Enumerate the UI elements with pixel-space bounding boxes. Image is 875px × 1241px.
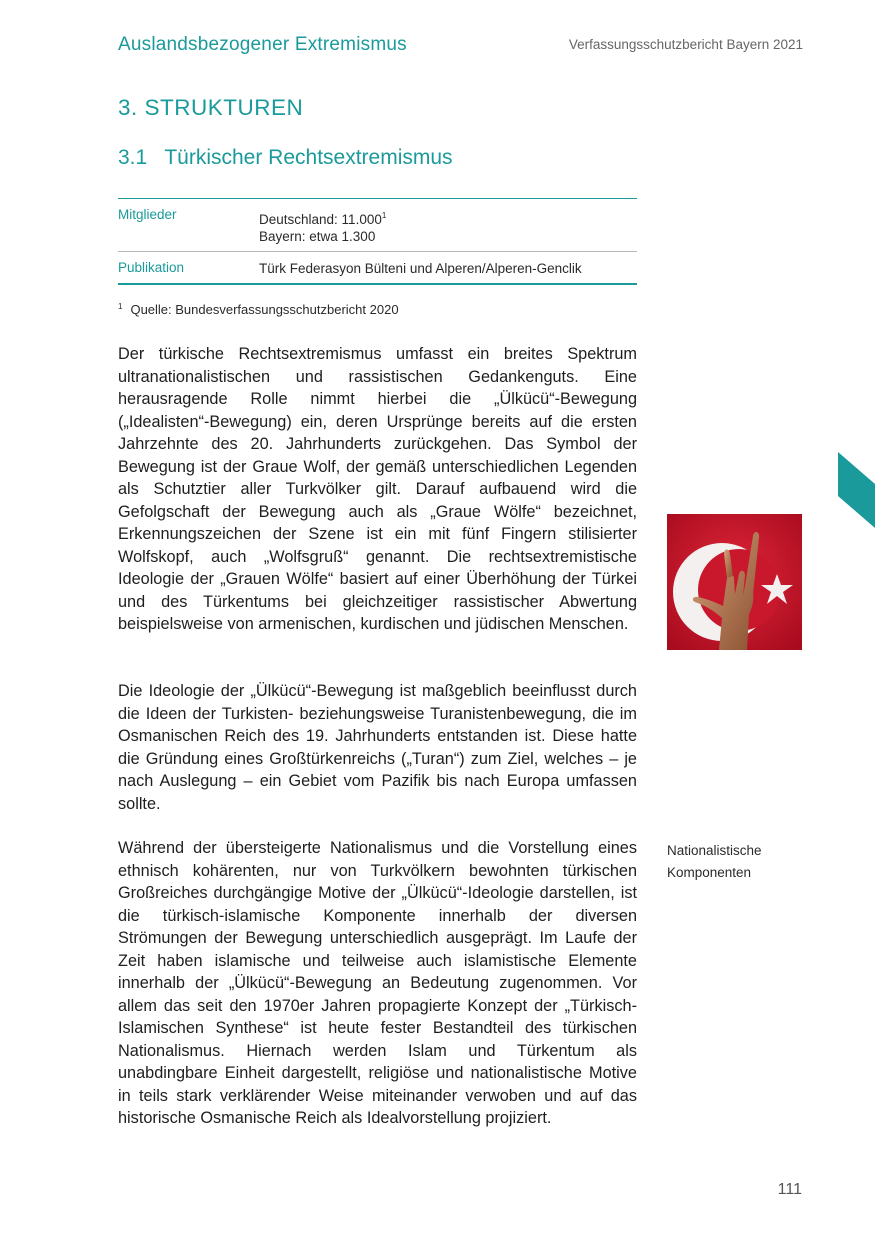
running-header-publication: Verfassungsschutzbericht Bayern 2021: [568, 37, 803, 52]
margin-note-line-1: Nationalistische: [667, 843, 762, 858]
chapter-tab-marker: [838, 452, 875, 528]
footnote-ref: 1: [381, 211, 387, 220]
body-paragraph-2: Die Ideologie der „Ülkücü“-Bewegung ist maßgeblich beeinflusst durch die Ideen der Turkisten- beziehungsweise Turanistenbewegung, die im Osmanischen Reich des 19. Jahrhunderts entstanden ist. Diese hatte die Gründung eines Großtürkenreichs („Turan“) zum Ziel, welches – je nach Auslegung – ein Gebiet vom Pazifik bis nach Europa umfassen sollte.: [118, 682, 637, 813]
footnote: [118, 302, 399, 317]
members-germany-text: Deutschland: 11.000: [259, 212, 382, 227]
chapter-heading: 3. STRUKTUREN: [118, 95, 304, 120]
body-paragraph-3: Während der übersteigerte Nationalismus und die Vorstellung eines ethnisch kohärenten, nur von Turkvölkern bewohnten türkischen Großreiches durchgängige Motive der „Ülkücü“-Ideologie darstellen, ist die türkisch-islamische Komponente innerhalb der diversen Strömungen der Bewegung unterschiedlich ausgeprägt. Im Laufe der Zeit haben islamische und teilweise auch islamistische Elemente innerhalb der „Ülkücü“-Bewegung an Bedeutung zugenommen. Vor allem das seit den 1970er Jahren propagierte Konzept der „Türkisch-Islamischen Synthese“ ist heute fester Bestandteil des türkischen Nationalismus. Hiernach werden Islam und Türkentum als unabdingbare Einheit dargestellt, religiöse und nationalistische Motive in teils stark verklärender Weise miteinander verwoben und auf das historische Osmanische Reich als Idealvorstellung projiziert.: [118, 839, 637, 1127]
footnote-mark: 1: [118, 302, 123, 311]
margin-note-line-2: Komponenten: [667, 865, 752, 880]
running-header-section: Auslandsbezogener Extremismus: [118, 34, 407, 55]
fact-value-members: [259, 207, 386, 245]
body-paragraph-1: Der türkische Rechtsextremismus umfasst ein breites Spektrum ultranationalistischen und rassistischen Gedankenguts. Eine herausragende Rolle nimmt hierbei die „Ülkücü“-Bewegung („Idealisten“-Bewegung) ein, deren Ursprünge bereits auf die ersten Jahrzehnte des 20. Jahrhunderts zurückgehen. Das Symbol der Bewegung ist der Graue Wolf, der gemäß unterschiedlichen Legenden als Schutztier aller Turkvölker gilt. Darauf aufbauend wird die Gefolgschaft der Bewegung auch als „Graue Wölfe“ bezeichnet, Erkennungszeichen der Szene ist ein mit fünf Fingern stilisierter Wolfskopf, auch „Wolfsgruß“ genannt. Die rechtsextremistische Ideologie der „Grauen Wölfe“ basiert auf einer Überhöhung der Türkei und des Türkentums bei gleichzeitiger rassistischer Abwertung beispielsweise von armenischen, kurdischen und jüdischen Menschen.: [118, 345, 637, 633]
section-heading: 3.1 Türkischer Rechtsextremismus: [118, 146, 453, 169]
fact-row-members: [118, 199, 637, 251]
fact-value-publication: Türk Federasyon Bülteni und Alperen/Alperen-Genclik: [259, 261, 582, 276]
members-bavaria: Bayern: etwa 1.300: [259, 229, 376, 244]
margin-note: [667, 840, 807, 884]
fact-label-members: Mitglieder: [118, 207, 177, 222]
fact-table: [118, 198, 637, 285]
footnote-text: Quelle: Bundesverfassungsschutzbericht 2020: [130, 302, 399, 317]
wolf-salute-photo: [667, 514, 802, 650]
fact-label-publication: Publikation: [118, 260, 185, 275]
page-number: 111: [777, 1181, 802, 1198]
members-germany: [259, 207, 386, 228]
fact-row-publication: [118, 251, 637, 283]
